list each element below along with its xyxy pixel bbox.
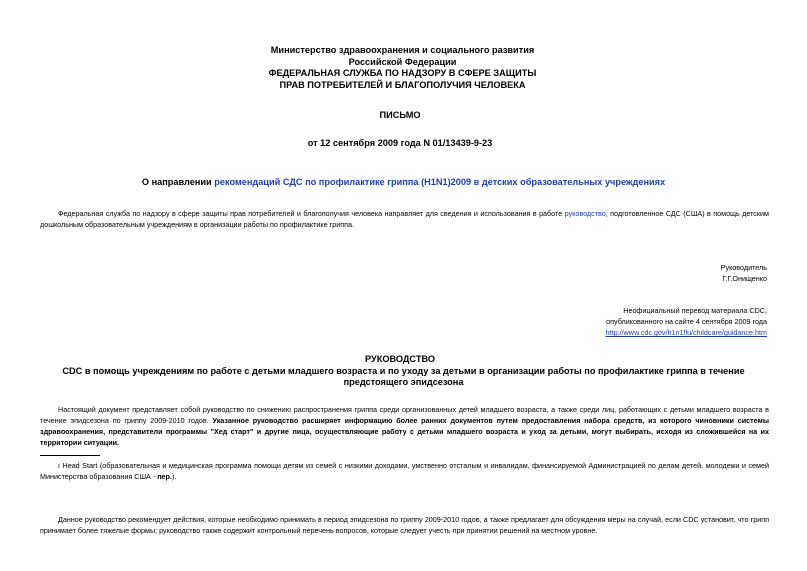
service-line-2: ПРАВ ПОТРЕБИТЕЛЕЙ И БЛАГОПОЛУЧИЯ ЧЕЛОВЕКА [279,79,526,90]
signature-name: Г.Г.Онищенко [722,274,767,283]
guidance-link[interactable]: руководство [564,209,606,218]
ministry-line-1: Министерство здравоохранения и социального развития [270,45,535,55]
letter-header [150,45,655,91]
intro-text-before: Федеральная служба по надзору в сфере защиты прав потребителей и благополучия человека направляет для сведения и использования в работе [58,209,565,218]
document-paragraph [40,404,769,448]
translation-note-line-1: Неофициальный перевод материала CDC, [623,306,767,315]
document-type: ПИСЬМО [379,110,421,120]
service-line-1: ФЕДЕРАЛЬНАЯ СЛУЖБА ПО НАДЗОРУ В СФЕРЕ ЗАЩИТЫ [268,68,537,79]
intro-text-after: , подготовленное СДС (США) в помощь детским дошкольным образовательным учреждениям в организации работы по профилактике гриппа. [40,209,769,229]
footnote-bold-suffix: пер. [157,472,172,481]
footnote [40,460,769,482]
footnote-marker: ı [58,461,60,470]
cdc-source-link[interactable]: http://www.cdc.gov/h1n1flu/childcare/guidance.htm [605,328,767,337]
guidance-subtitle: CDC в помощь учреждениям по работе с детьми младшего возраста и по уходу за детьми в организации работы по профилактике гриппа в течение предстоящего эпидсезона [62,366,745,387]
doc-paragraph-bold: Указанное руководство расширяет информацию более ранних документов путем предоставления набора средств, из которого чиновники системы здравоохранения, представители программы "Хед старт" [40,416,770,436]
signature-title: Руководитель [720,263,767,272]
translation-note [606,305,767,338]
ministry-line-2: Российской Федерации [348,56,457,67]
guidance-title: РУКОВОДСТВО [364,354,436,364]
footnote-end: ). [171,472,177,481]
document-date-number: от 12 сентября 2009 года N 01/13439-9-23 [307,138,493,148]
intro-paragraph [40,208,769,230]
recommendation-paragraph: Данное руководство рекомендует действия, которые необходимо принимать в период эпидсезона по гриппу 2009-2010 годов, а также предлагает для обсуждения меры на случай, если CDC установит, что грипп принимает более тяжелые формы; руководство также содержит контрольный перечень вопросов, которые следует учесть при принятии решений на местном уровне. [40,515,769,535]
footnote-text: Head Start (образовательная и медицинская программа помощи детям из семей с низкими доходами, умственно отсталым и инвалидам, финансируемой Администрацией по делам детей, молодежи и семей Министерства образования США - [40,461,769,481]
letter-subject [40,177,767,187]
subject-prefix: О направлении [141,177,215,187]
footnote-divider [40,455,100,456]
doc-paragraph-normal: Настоящий документ представляет собой руководство по снижению распространения гриппа среди организованных детей младшего возраста, а также среди лиц, работающих с детьми младшего возраста в течение эпидсезона по гриппу 2009-2010 годов. [40,405,769,425]
translation-note-line-2: опубликованного на сайте 4 сентября 2009 года [606,317,767,326]
signature-block [721,262,767,284]
doc-paragraph-bold-after: и другие лица, осуществляющие работу с детьми младшего возраста и уход за детьми, могут выбирать, исходя из сложившейся на их территории ситуации. [40,427,769,447]
subject-recommendations-link[interactable]: рекомендаций СДС по профилактике гриппа (H1N1)2009 в детских образовательных учреждениях [214,177,666,187]
